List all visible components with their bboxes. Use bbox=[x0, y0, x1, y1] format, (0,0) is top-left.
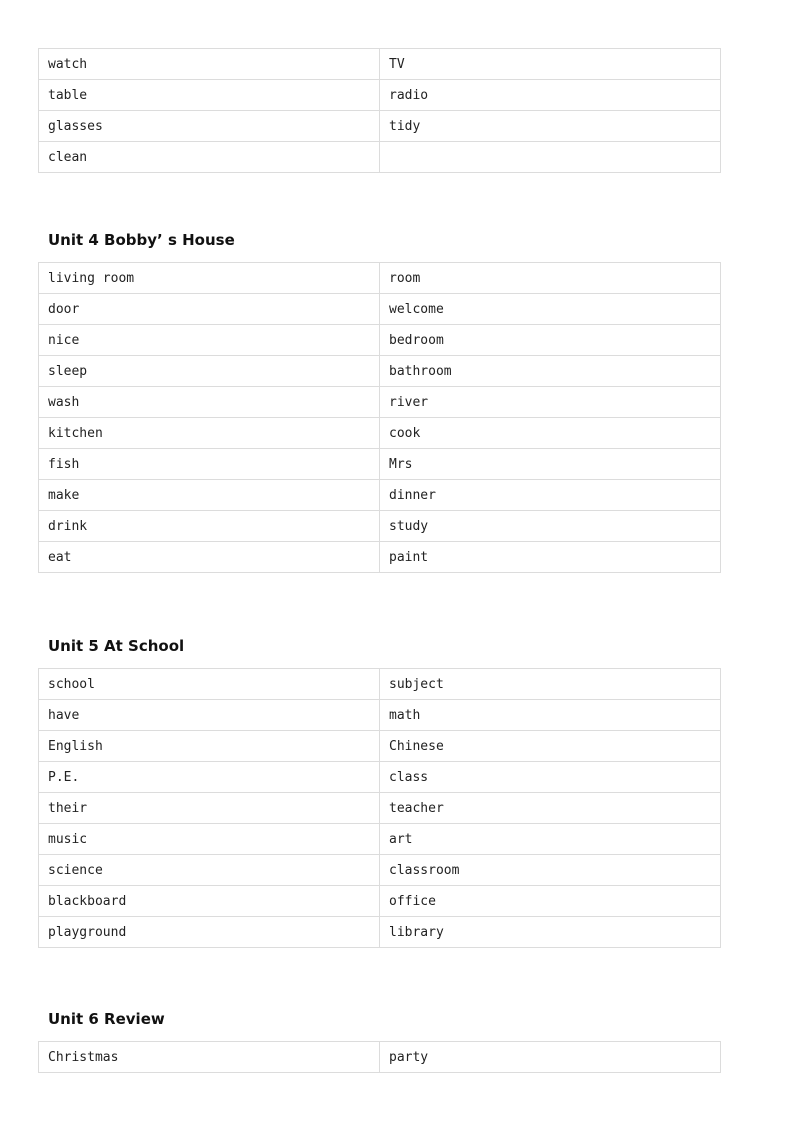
vocab-word-cell: room bbox=[380, 263, 721, 294]
table-row bbox=[39, 263, 721, 294]
vocab-word-cell: teacher bbox=[380, 793, 721, 824]
table-row bbox=[39, 793, 721, 824]
table-row bbox=[39, 917, 721, 948]
table-row bbox=[39, 480, 721, 511]
vocab-word-cell: bathroom bbox=[380, 356, 721, 387]
vocab-word-cell: art bbox=[380, 824, 721, 855]
vocab-word-cell: wash bbox=[39, 387, 380, 418]
table-row bbox=[39, 449, 721, 480]
table-row bbox=[39, 80, 721, 111]
unit-4-heading: Unit 4 Bobby’ s House bbox=[48, 231, 235, 249]
vocab-word-cell: make bbox=[39, 480, 380, 511]
vocab-table-unit-5 bbox=[38, 668, 721, 948]
vocab-word-cell: study bbox=[380, 511, 721, 542]
vocab-word-cell: playground bbox=[39, 917, 380, 948]
table-row bbox=[39, 762, 721, 793]
vocab-table-unit-6 bbox=[38, 1041, 721, 1073]
vocab-word-cell: class bbox=[380, 762, 721, 793]
vocab-word-cell: door bbox=[39, 294, 380, 325]
vocab-word-cell: TV bbox=[380, 49, 721, 80]
vocab-word-cell: blackboard bbox=[39, 886, 380, 917]
table-row bbox=[39, 356, 721, 387]
table-row bbox=[39, 855, 721, 886]
vocab-word-cell: glasses bbox=[39, 111, 380, 142]
vocab-word-cell: library bbox=[380, 917, 721, 948]
vocab-word-cell: welcome bbox=[380, 294, 721, 325]
vocab-word-cell: drink bbox=[39, 511, 380, 542]
vocab-word-cell: nice bbox=[39, 325, 380, 356]
vocab-word-cell bbox=[380, 142, 721, 173]
table-row bbox=[39, 418, 721, 449]
vocab-word-cell: dinner bbox=[380, 480, 721, 511]
table-row bbox=[39, 731, 721, 762]
unit-5-heading: Unit 5 At School bbox=[48, 637, 185, 655]
unit-6-heading: Unit 6 Review bbox=[48, 1010, 165, 1028]
vocab-word-cell: subject bbox=[380, 669, 721, 700]
vocab-word-cell: P.E. bbox=[39, 762, 380, 793]
table-row bbox=[39, 142, 721, 173]
table-row bbox=[39, 886, 721, 917]
vocab-word-cell: table bbox=[39, 80, 380, 111]
vocab-word-cell: sleep bbox=[39, 356, 380, 387]
vocab-word-cell: fish bbox=[39, 449, 380, 480]
table-row bbox=[39, 511, 721, 542]
table-row bbox=[39, 542, 721, 573]
vocab-word-cell: math bbox=[380, 700, 721, 731]
vocab-word-cell: tidy bbox=[380, 111, 721, 142]
vocab-word-cell: English bbox=[39, 731, 380, 762]
vocab-word-cell: living room bbox=[39, 263, 380, 294]
vocab-word-cell: paint bbox=[380, 542, 721, 573]
vocab-word-cell: Chinese bbox=[380, 731, 721, 762]
table-row bbox=[39, 325, 721, 356]
table-row bbox=[39, 49, 721, 80]
table-row bbox=[39, 111, 721, 142]
vocab-word-cell: science bbox=[39, 855, 380, 886]
vocab-word-cell: Mrs bbox=[380, 449, 721, 480]
vocab-table-unit-4 bbox=[38, 262, 721, 573]
vocab-word-cell: radio bbox=[380, 80, 721, 111]
vocab-word-cell: cook bbox=[380, 418, 721, 449]
vocab-word-cell: classroom bbox=[380, 855, 721, 886]
table-row bbox=[39, 700, 721, 731]
vocab-word-cell: kitchen bbox=[39, 418, 380, 449]
vocab-word-cell: office bbox=[380, 886, 721, 917]
vocab-table bbox=[38, 48, 721, 173]
vocab-word-cell: music bbox=[39, 824, 380, 855]
vocab-word-cell: eat bbox=[39, 542, 380, 573]
table-row bbox=[39, 294, 721, 325]
vocab-word-cell: party bbox=[380, 1042, 721, 1073]
vocab-word-cell: have bbox=[39, 700, 380, 731]
vocab-word-cell: clean bbox=[39, 142, 380, 173]
table-row bbox=[39, 387, 721, 418]
vocab-word-cell: watch bbox=[39, 49, 380, 80]
table-row bbox=[39, 1042, 721, 1073]
table-row bbox=[39, 669, 721, 700]
vocab-word-cell: Christmas bbox=[39, 1042, 380, 1073]
vocab-word-cell: their bbox=[39, 793, 380, 824]
vocab-word-cell: school bbox=[39, 669, 380, 700]
table-row bbox=[39, 824, 721, 855]
vocab-word-cell: bedroom bbox=[380, 325, 721, 356]
vocab-word-cell: river bbox=[380, 387, 721, 418]
